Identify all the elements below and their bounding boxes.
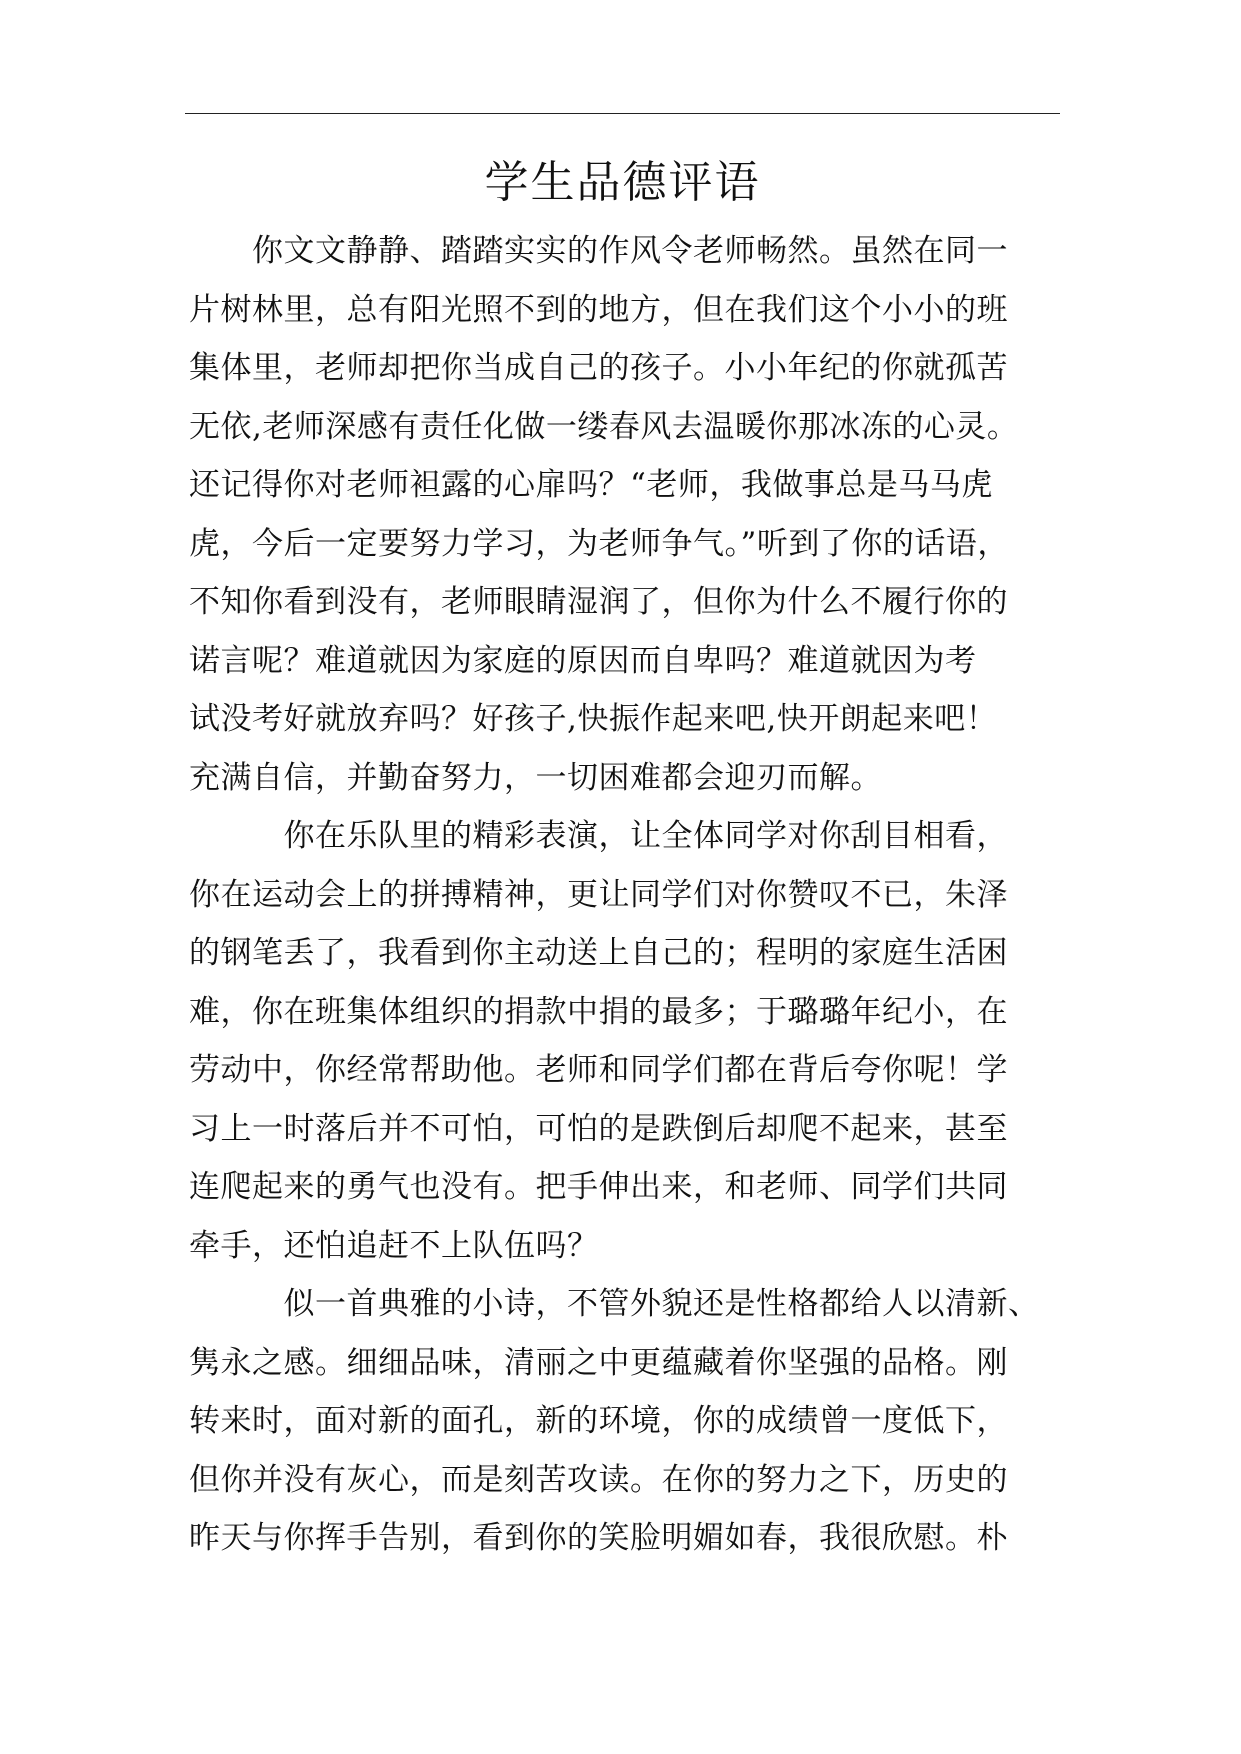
text-line: 劳动中，你经常帮助他。老师和同学们都在背后夸你呢！学 bbox=[189, 1052, 1008, 1088]
paragraph-1 bbox=[189, 222, 1069, 807]
text-line: 但你并没有灰心，而是刻苦攻读。在你的努力之下，历史的 bbox=[189, 1461, 1008, 1498]
text-line: 转来时，面对新的面孔，新的环境，你的成绩曾一度低下， bbox=[189, 1403, 1008, 1439]
text-line: 你文文静静、踏踏实实的作风令老师畅然。虽然在同一 bbox=[189, 233, 1008, 269]
text-line: 牵手，还怕追赶不上队伍吗？ bbox=[189, 1227, 599, 1264]
paragraph-2 bbox=[189, 807, 1069, 1275]
text-line: 昨天与你挥手告别，看到你的笑脸明媚如春，我很欣慰。朴 bbox=[189, 1520, 1008, 1556]
text-line: 无依,老师深感有责任化做一缕春风去温暖你那冰冻的心灵。 bbox=[189, 408, 1019, 445]
text-line: 还记得你对老师袒露的心扉吗？“老师，我做事总是马马虎 bbox=[189, 467, 993, 503]
text-line: 不知你看到没有，老师眼睛湿润了，但你为什么不履行你的 bbox=[189, 584, 1008, 620]
text-line: 隽永之感。细细品味，清丽之中更蕴藏着你坚强的品格。刚 bbox=[189, 1344, 1008, 1381]
text-line: 似一首典雅的小诗，不管外貌还是性格都给人以清新、 bbox=[189, 1286, 1040, 1322]
text-line: 你在乐队里的精彩表演，让全体同学对你刮目相看， bbox=[189, 818, 1008, 854]
text-line: 连爬起来的勇气也没有。把手伸出来，和老师、同学们共同 bbox=[189, 1169, 1008, 1205]
page-title: 学生品德评语 bbox=[484, 157, 761, 208]
text-line: 的钢笔丢了，我看到你主动送上自己的；程明的家庭生活困 bbox=[189, 935, 1008, 971]
text-line: 虎，今后一定要努力学习，为老师争气。”听到了你的话语， bbox=[189, 525, 1009, 562]
text-line: 片树林里，总有阳光照不到的地方，但在我们这个小小的班 bbox=[189, 291, 1008, 328]
header-rule bbox=[185, 113, 1060, 114]
paragraph-3 bbox=[189, 1275, 1069, 1568]
text-line: 集体里，老师却把你当成自己的孩子。小小年纪的你就孤苦 bbox=[189, 350, 1008, 386]
text-line: 诺言呢？难道就因为家庭的原因而自卑吗？难道就因为考 bbox=[189, 642, 977, 679]
text-line: 习上一时落后并不可怕，可怕的是跌倒后却爬不起来，甚至 bbox=[189, 1110, 1008, 1147]
document-body bbox=[189, 222, 1069, 1568]
text-line: 你在运动会上的拼搏精神，更让同学们对你赞叹不已，朱泽 bbox=[189, 876, 1008, 913]
text-line: 难，你在班集体组织的捐款中捐的最多；于璐璐年纪小，在 bbox=[189, 993, 1008, 1030]
text-line: 试没考好就放弃吗？好孩子,快振作起来吧,快开朗起来吧！ bbox=[189, 701, 998, 737]
text-line: 充满自信，并勤奋努力，一切困难都会迎刃而解。 bbox=[189, 759, 882, 796]
